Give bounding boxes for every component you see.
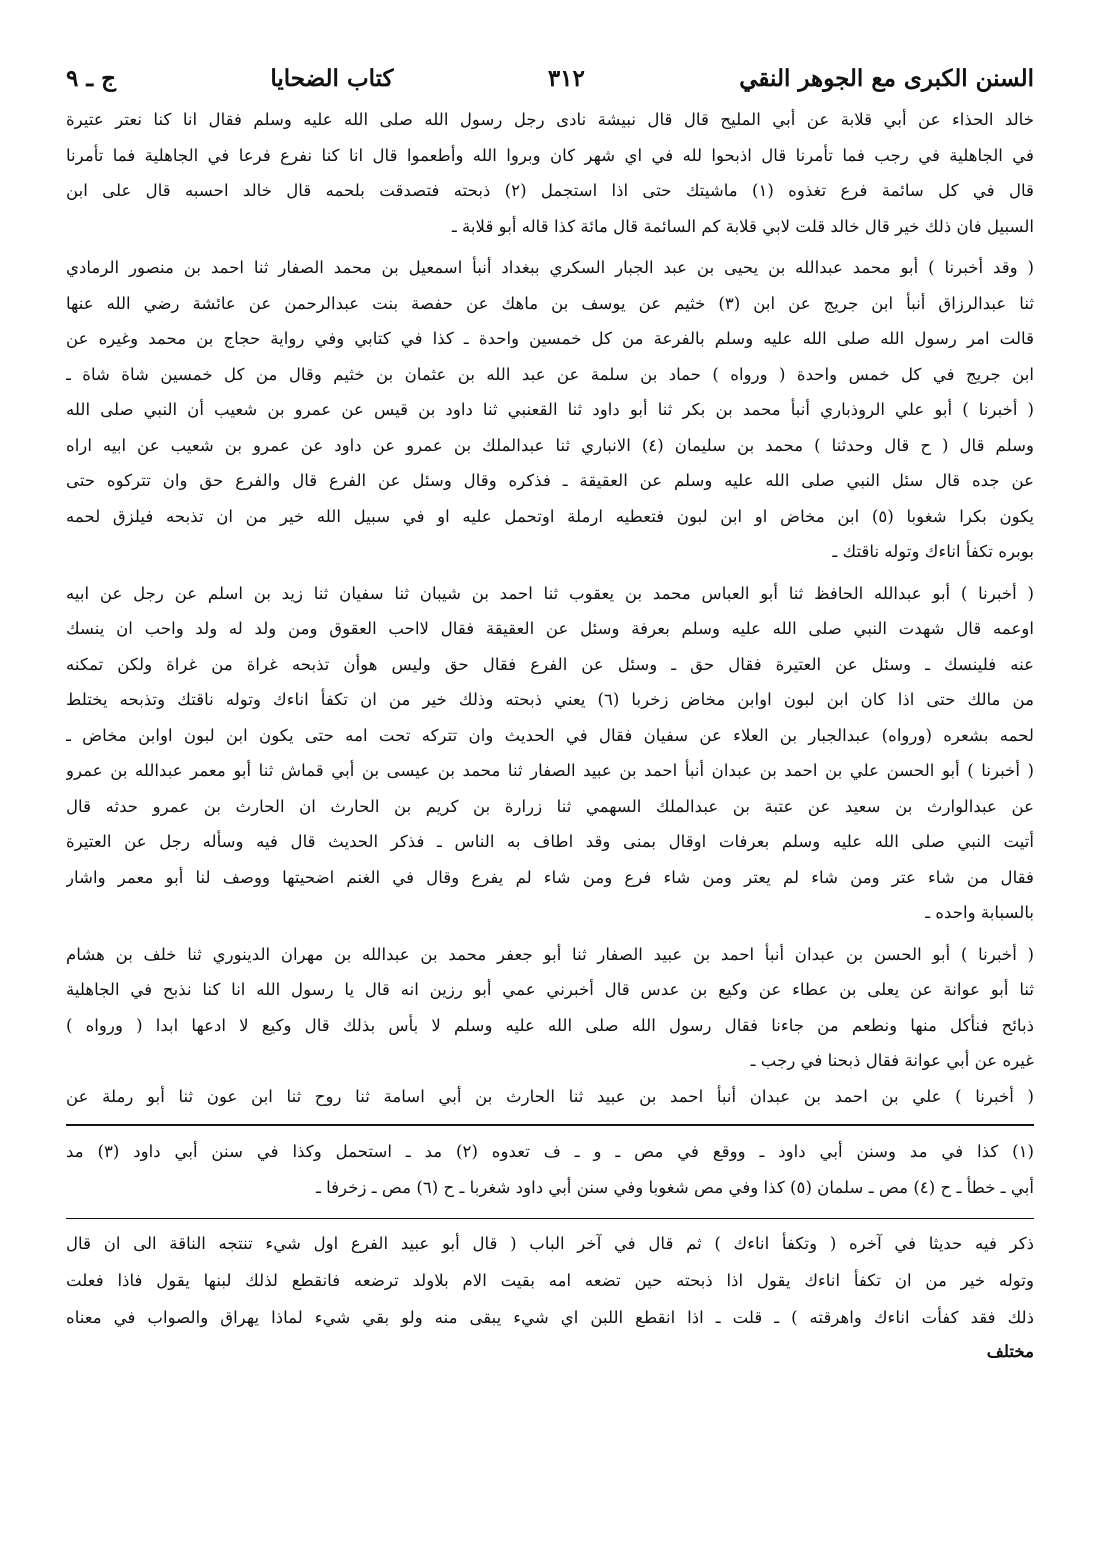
book-title: السنن الكبرى مع الجوهر النقي — [739, 65, 1034, 92]
main-text — [66, 102, 1034, 1114]
catchword: مختلف — [986, 1341, 1034, 1361]
text-line: ( أخبرنا ) أبو عبدالله الحافظ ثنا أبو العباس محمد بن يعقوب ثنا احمد بن شيبان ثنا سفيان ثنا زيد بن اسلم عن رجل عن ابيه — [66, 583, 1034, 603]
text-line: أتيت النبي صلى الله عليه وسلم بعرفات اوقال بمنى وقد اطاف به الناس ـ فذكر الحديث قال فيه وسأله رجل عن العتيرة — [66, 832, 1034, 851]
text-line: ( أخبرنا ) أبو الحسن بن عبدان أنبأ احمد بن عبيد الصفار ثنا أبو جعفر محمد بن عبدالله بن مهران الدينوري ثنا خلف بن هشام — [66, 944, 1034, 964]
text-line: وسلم قال ( ح قال وحدثنا ) محمد بن سليمان (٤) الانباري ثنا عبدالملك بن عمرو عن داود عن عمرو بن شعيب عن ابيه اراه — [66, 435, 1034, 455]
footnote-line: أبي ـ خطأ ـ ح (٤) مص ـ سلمان (٥) كذا وفي مص شغوبا وفي سنن أبي داود شغربا ـ ح (٦) مص ـ زخرفا ـ — [315, 1178, 1034, 1197]
commentary-line: ذلك فقد كفأت اناءك واهرقته ) ـ قلت ـ اذا انقطع اللبن اي شيء يبقى منه ولو بقي شيء لماذا يهراق والصواب في معناه — [66, 1308, 1034, 1327]
text-line: ابن جريج في كل خمس واحدة ( ورواه ) حماد بن سلمة عن عبد الله بن عثمان بن خثيم وقال من كل خمسين شاة شاة ـ — [66, 364, 1034, 384]
text-line: بوبره تكفأ اناءك وتوله ناقتك ـ — [832, 542, 1034, 561]
paragraph — [66, 102, 1034, 244]
paragraph — [66, 937, 1034, 1079]
text-line: عن جده قال سئل النبي صلى الله عليه وسلم عن العقيقة ـ فذكره وقال وسئل عن الفرع قال والفرع حق وان تتركوه حتى — [66, 471, 1034, 490]
footnote-line: (١) كذا في مد وسنن أبي داود ـ ووقع في مص ـ و ـ ف تعدوه (٢) مد ـ استحمل وكذا في سنن أبي داود (٣) مد — [66, 1142, 1034, 1161]
text-line: يكون بكرا شغوبا (٥) ابن مخاض او ابن لبون فتعطيه ارملة اوتحمل عليه او في سبيل الله خير من ان تذبحه فيلزق لحمه — [66, 506, 1034, 526]
text-line: ذبائح فنأكل منها ونطعم من جاءنا فقال رسول الله صلى الله عليه وسلم لا بأس بذلك قال وكيع لا ادعها ابدا ( ورواه ) — [66, 1015, 1034, 1035]
text-line: لحمه بشعره (ورواه) عبدالجبار بن العلاء عن سفيان فقال في الحديث وان تتركه تحت امه حتى يكون ابن لبون اوابن مخاض ـ — [66, 725, 1034, 745]
text-line: ( أخبرنا ) علي بن احمد بن عبدان أنبأ احمد بن عبيد ثنا الحارث بن أبي اسامة ثنا روح ثنا ابن عون ثنا أبو رملة عن — [66, 1086, 1034, 1106]
text-line: ثنا عبدالرزاق أنبأ ابن جريج عن ابن (٣) خثيم عن يوسف بن ماهك عن حفصة بنت عبدالرحمن عن عائشة رضي الله عنها — [66, 293, 1034, 313]
text-line: ( أخبرنا ) أبو علي الروذباري أنبأ محمد بن بكر ثنا أبو داود ثنا القعنبي ثنا داود بن قيس عن عمرو بن شعيب أن النبي صلى الله — [66, 400, 1034, 419]
text-line: خالد الحذاء عن أبي قلابة عن أبي المليح قال قال نبيشة نادى رجل رسول الله صلى الله عليه وسلم فقال انا كنا نعتر عتيرة — [66, 110, 1034, 129]
text-line: السبيل فان ذلك خير قال خالد قلت لابي قلابة كم السائمة قال مائة كذا قاله أبو قلابة ـ — [451, 216, 1034, 236]
text-line: اوعمه قال شهدت النبي صلى الله عليه وسلم بعرفة وسئل عن العقيقة فقال لااحب العقوق ومن ولد له ولد واحب ان ينسك — [66, 619, 1034, 638]
text-line: قال في كل سائمة فرع تغذوه (١) ماشيتك حتى اذا استجمل (٢) ذبحته فتصدقت بلحمه قال خالد احسبه قال على ابن — [66, 181, 1034, 200]
text-line: من مالك حتى اذا كان ابن لبون اوابن مخاض زخربا (٦) يعني ذبحته وذلك خير من ان تكفأ اناءك وتوله ناقتك وتذبحه يختلط — [66, 690, 1034, 709]
running-header — [66, 60, 1034, 102]
jawhar-commentary — [66, 1218, 1034, 1336]
text-line: فقال من شاء عتر ومن شاء لم يعتر ومن شاء فرع ومن شاء لم يفرع وقال في الغنم اضحيتها ووصف لنا أبو معمر واشار — [66, 867, 1034, 887]
paragraph — [66, 576, 1034, 754]
text-line: بالسبابة واحده ـ — [925, 903, 1034, 922]
paragraph — [66, 1079, 1034, 1115]
text-line: ( أخبرنا ) أبو الحسن علي بن احمد بن عبدان أنبأ احمد بن عبيد الصفار ثنا محمد بن عيسى بن أبي قماش ثنا أبو معمر عبدالله بن عمرو — [66, 761, 1034, 780]
text-line: عن عبدالوارث بن سعيد عن عتبة بن عبدالملك السهمي ثنا زرارة بن كريم بن الحارث ان الحارث بن عمرو حدثه قال — [66, 796, 1034, 816]
footnotes — [66, 1124, 1034, 1206]
text-line: غيره عن أبي عوانة فقال ذبحنا في رجب ـ — [750, 1051, 1034, 1070]
page-number: ٣١٢ — [547, 65, 585, 92]
chapter-title: كتاب الضحايا — [270, 65, 394, 92]
commentary-line: وتوله خير من ان تكفأ اناءك يقول اذا ذبحته حين تضعه امه بقيت الام بلاولد ترضعه فانقطع لذلك لبنها يقول فاذا فعلت — [66, 1271, 1034, 1290]
paragraph — [66, 250, 1034, 392]
paragraph — [66, 392, 1034, 570]
commentary-line: ذكر فيه حديثا في آخره ( وتكفأ اناءك ) ثم قال في آخر الباب ( قال أبو عبيد الفرع اول شيء تنتجه الناقة الى ان قال — [66, 1234, 1034, 1253]
paragraph — [66, 753, 1034, 931]
text-line: قالت امر رسول الله صلى الله عليه وسلم بالفرعة من كل خمسين واحدة ـ كذا في كتابي وفي رواية حجاج بن محمد وغيره عن — [66, 329, 1034, 348]
volume-label: ج ـ ٩ — [66, 65, 116, 92]
text-line: ( وقد أخبرنا ) أبو محمد عبدالله بن يحيى بن عبد الجبار السكري ببغداد أنبأ اسمعيل بن محمد الصفار ثنا احمد بن منصور الرمادي — [66, 258, 1034, 277]
text-line: عنه فلينسك ـ وسئل عن العتيرة فقال حق ـ وسئل عن الفرع فقال حق وليس هوأن تذبحه غراة من غراة ولكن تمكنه — [66, 654, 1034, 674]
text-line: في الجاهلية في رجب فما تأمرنا قال اذبحوا لله في اي شهر كان وبروا الله وأطعموا قال انا كنا نفرع فرعا في الجاهلية فما تأمرنا — [66, 145, 1034, 165]
text-line: ثنا أبو عوانة عن يعلى بن عطاء عن وكيع بن عدس قال أخبرني عمي أبو رزين انه قال يا رسول الله انا كنا نذبح في الجاهلية — [66, 980, 1034, 999]
